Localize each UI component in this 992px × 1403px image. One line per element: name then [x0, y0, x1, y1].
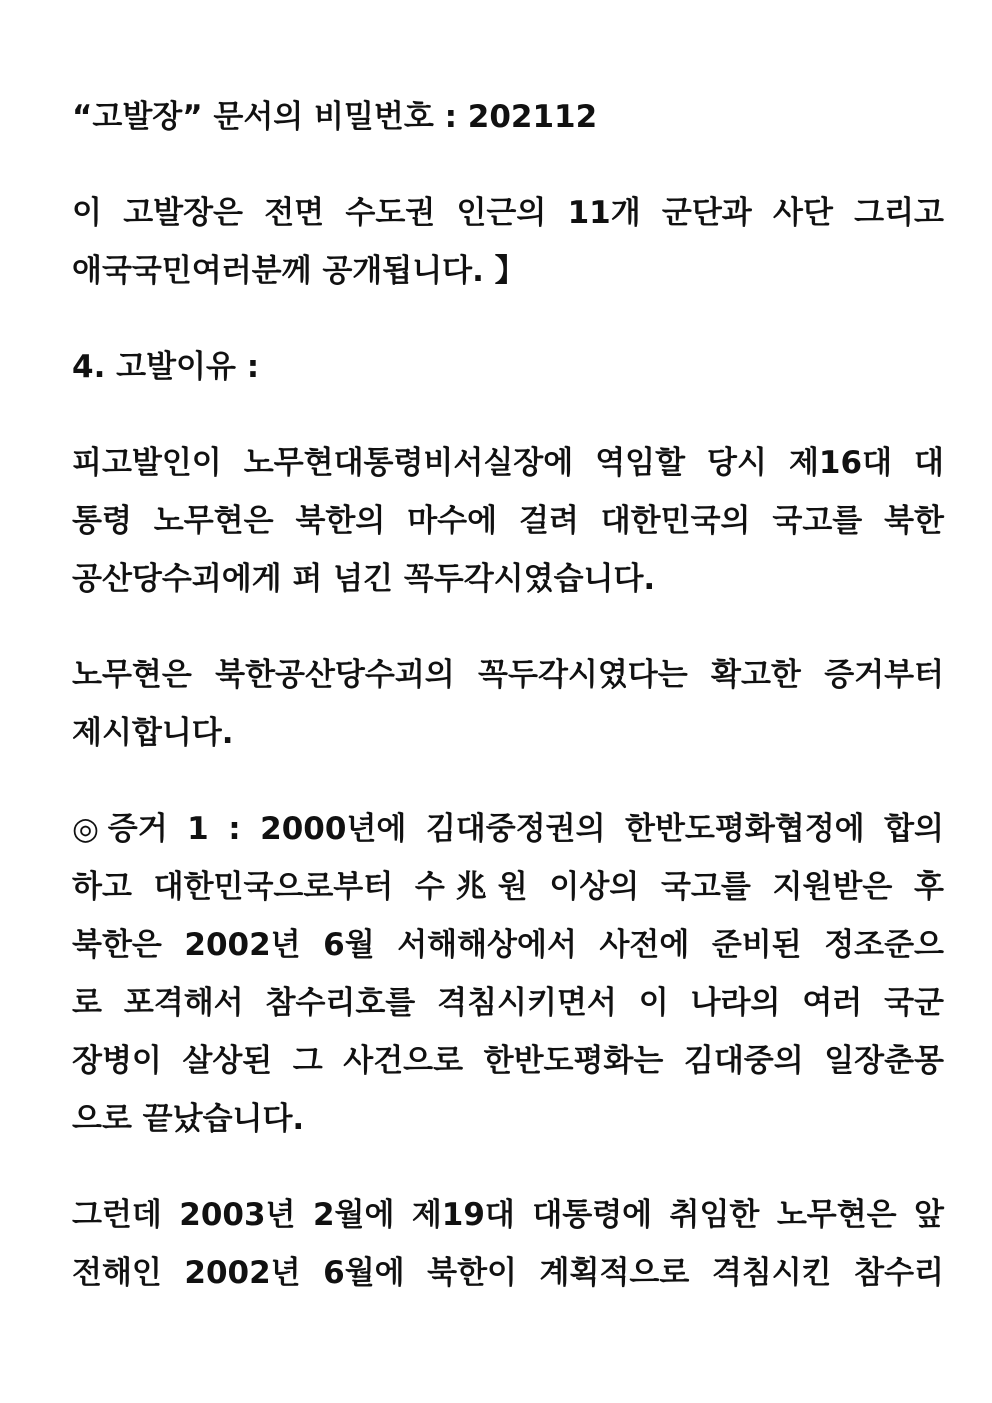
- text-line: 공산당수괴에게 퍼 넘긴 꼭두각시였습니다.: [72, 561, 656, 597]
- text-line: 이 고발장은 전면 수도권 인근의 11개 군단과 사단 그리고: [72, 195, 944, 231]
- text-line: 전해인 2002년 6월에 북한이 계획적으로 격침시킨 참수리: [72, 1255, 944, 1291]
- body-paragraph: [72, 646, 944, 762]
- body-paragraph: [72, 434, 944, 608]
- text-line: 북한은 2002년 6월 서해해상에서 사전에 준비된 정조준으: [72, 927, 944, 963]
- text-line: 제시합니다.: [72, 715, 234, 751]
- text-line: 4. 고발이유 :: [72, 349, 260, 385]
- disclosure-paragraph: [72, 184, 944, 300]
- text-line: “고발장” 문서의 비밀번호 : 202112: [72, 99, 598, 135]
- text-line: 하고 대한민국으로부터 수兆원 이상의 국고를 지원받은 후: [72, 869, 944, 905]
- text-line: 장병이 살상된 그 사건으로 한반도평화는 김대중의 일장춘몽: [72, 1043, 944, 1079]
- section-heading: [72, 338, 944, 396]
- text-line: 피고발인이 노무현대통령비서실장에 역임할 당시 제16대 대: [72, 445, 944, 481]
- text-line: 통령 노무현은 북한의 마수에 걸려 대한민국의 국고를 북한: [72, 503, 944, 539]
- text-line: ◎증거 1 : 2000년에 김대중정권의 한반도평화협정에 합의: [72, 811, 944, 847]
- body-paragraph: [72, 1186, 944, 1302]
- document-page: [72, 88, 944, 1340]
- text-line: 애국국민여러분께 공개됩니다. 】: [72, 253, 526, 289]
- evidence-paragraph: [72, 800, 944, 1148]
- text-line: 그런데 2003년 2월에 제19대 대통령에 취임한 노무현은 앞: [72, 1197, 944, 1233]
- text-line: 으로 끝났습니다.: [72, 1101, 305, 1137]
- text-line: 로 포격해서 참수리호를 격침시키면서 이 나라의 여러 국군: [72, 985, 944, 1021]
- password-paragraph: [72, 88, 944, 146]
- text-line: 노무현은 북한공산당수괴의 꼭두각시였다는 확고한 증거부터: [72, 657, 944, 693]
